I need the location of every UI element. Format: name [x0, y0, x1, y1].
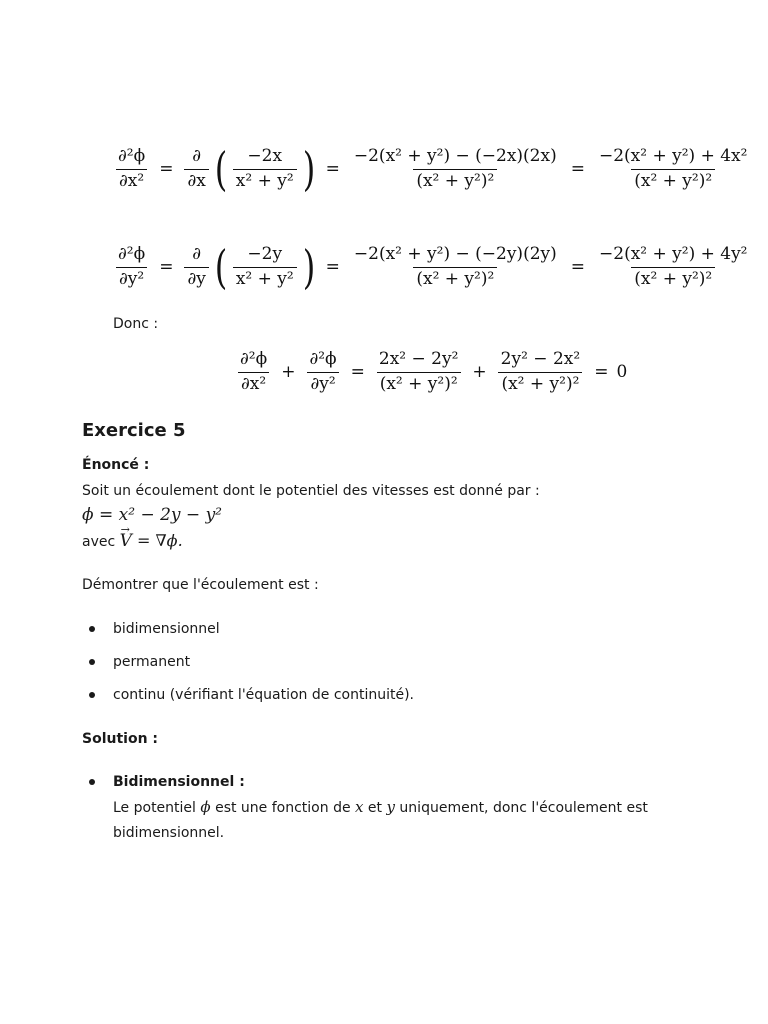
list-item: bidimensionnel [113, 621, 220, 637]
donc-label: Donc : [113, 316, 159, 332]
denominator: ∂y² [307, 372, 338, 395]
equation-second-derivative-x: $\frac{\text{∂²ϕ}}{\text{∂x²}}$ = $\frac{\partial}{\partial x}$ ( $\frac{-2x}{\text{x² + y²}}$ ) = $\frac{\text{−2(x² + y²) − (−2x)(2x)}}{\text{(x² + y²)²}}$ = $\frac{\text{−2(x² + y²) + 4x²}}{\text{(x² + y²)²}}$ [112, 146, 753, 192]
numerator: ∂²ϕ [309, 349, 337, 369]
text-segment: Le potentiel [113, 800, 201, 816]
list-item: permanent [113, 654, 191, 670]
text-segment: uniquement, donc l'écoulement est [394, 800, 648, 816]
denominator: (x² + y²)² [413, 169, 497, 192]
fraction-c [376, 350, 462, 394]
denominator: ∂y [184, 267, 208, 290]
denominator: (x² + y²)² [498, 372, 582, 395]
denominator: (x² + y²)² [377, 372, 461, 395]
fraction-lhs [115, 147, 148, 191]
exercise-title: Exercice 5 [82, 420, 186, 441]
enonce-label: Énoncé : [82, 457, 150, 473]
text-segment: et [363, 800, 387, 816]
numerator: −2(x² + y²) − (−2y)(2y) [353, 243, 557, 264]
solution-line-1 [113, 797, 648, 818]
bullet-dot [89, 626, 95, 632]
numerator: 2y² − 2x² [500, 349, 581, 369]
avec-prefix: avec [82, 534, 120, 550]
denominator: ∂x [184, 169, 208, 192]
result-value: 0 [616, 362, 628, 383]
text-segment: est une fonction de [210, 800, 356, 816]
denominator: ∂x² [116, 169, 147, 192]
denominator: (x² + y²)² [413, 267, 497, 290]
denominator: (x² + y²)² [631, 267, 715, 290]
numerator: −2(x² + y²) + 4y² [599, 243, 748, 264]
numerator: ∂ [192, 145, 202, 166]
list-item: continu (vérifiant l'équation de continuité). [113, 687, 414, 703]
fraction-rhs [596, 147, 750, 191]
fraction-b [306, 350, 339, 394]
fraction-middle [351, 245, 560, 289]
numerator: −2(x² + y²) + 4x² [598, 145, 748, 166]
fraction-rhs [596, 245, 750, 289]
numerator: ∂²ϕ [118, 145, 146, 166]
numerator: 2x² − 2y² [378, 349, 459, 369]
bullet-dot [89, 659, 95, 665]
fraction-lhs [115, 245, 148, 289]
solution-label: Solution : [82, 731, 159, 747]
avec-line [82, 531, 183, 552]
y-symbol: y [386, 798, 395, 816]
equation-second-derivative-y: $\frac{\text{∂²ϕ}}{\text{∂y²}}$ = $\frac{\partial}{\partial y}$ ( $\frac{-2y}{\text{x² + y²}}$ ) = $\frac{\text{−2(x² + y²) − (−2y)(2y)}}{\text{(x² + y²)²}}$ = $\frac{\text{−2(x² + y²) + 4y²}}{\text{(x² + y²)²}}$ [112, 244, 754, 290]
enonce-text: Soit un écoulement dont le potentiel des vitesses est donné par : [82, 483, 540, 499]
fraction-a [237, 350, 270, 394]
fraction-inner [233, 245, 297, 289]
fraction-derivative [184, 147, 208, 191]
fraction-d [498, 350, 584, 394]
solution-line-2: bidimensionnel. [113, 825, 225, 841]
velocity-vector: → V [120, 531, 132, 551]
numerator: −2x [247, 145, 283, 166]
solution-item-title: Bidimensionnel : [113, 774, 245, 790]
numerator: −2y [247, 243, 283, 264]
denominator: x² + y² [233, 267, 297, 290]
bullet-dot [89, 692, 95, 698]
numerator: −2(x² + y²) − (−2x)(2x) [353, 145, 557, 166]
avec-rest: = ∇ϕ. [131, 531, 183, 550]
potential-formula: ϕ = x² − 2y − y² [82, 505, 222, 525]
denominator: ∂x² [238, 372, 269, 395]
denominator: ∂y² [116, 267, 147, 290]
x-symbol: x [355, 798, 364, 816]
denominator: (x² + y²)² [631, 169, 715, 192]
equation-laplacian: $\frac{\text{∂²ϕ}}{\text{∂x²}}$ + $\frac{\text{∂²ϕ}}{\text{∂y²}}$ = $\frac{\text{2x² − 2y²}}{\text{(x² + y²)²}}$ + $\frac{\text{2y² − 2x²}}{\text{(x² + y²)²}}$ = 0 [234, 350, 627, 394]
fraction-derivative [184, 245, 208, 289]
demontrer-text: Démontrer que l'écoulement est : [82, 577, 319, 593]
numerator: ∂²ϕ [118, 243, 146, 264]
bullet-dot [89, 779, 95, 785]
fraction-middle [351, 147, 560, 191]
fraction-inner [233, 147, 297, 191]
numerator: ∂²ϕ [240, 349, 268, 369]
denominator: x² + y² [233, 169, 297, 192]
phi-symbol: ϕ [200, 798, 211, 816]
numerator: ∂ [192, 243, 202, 264]
